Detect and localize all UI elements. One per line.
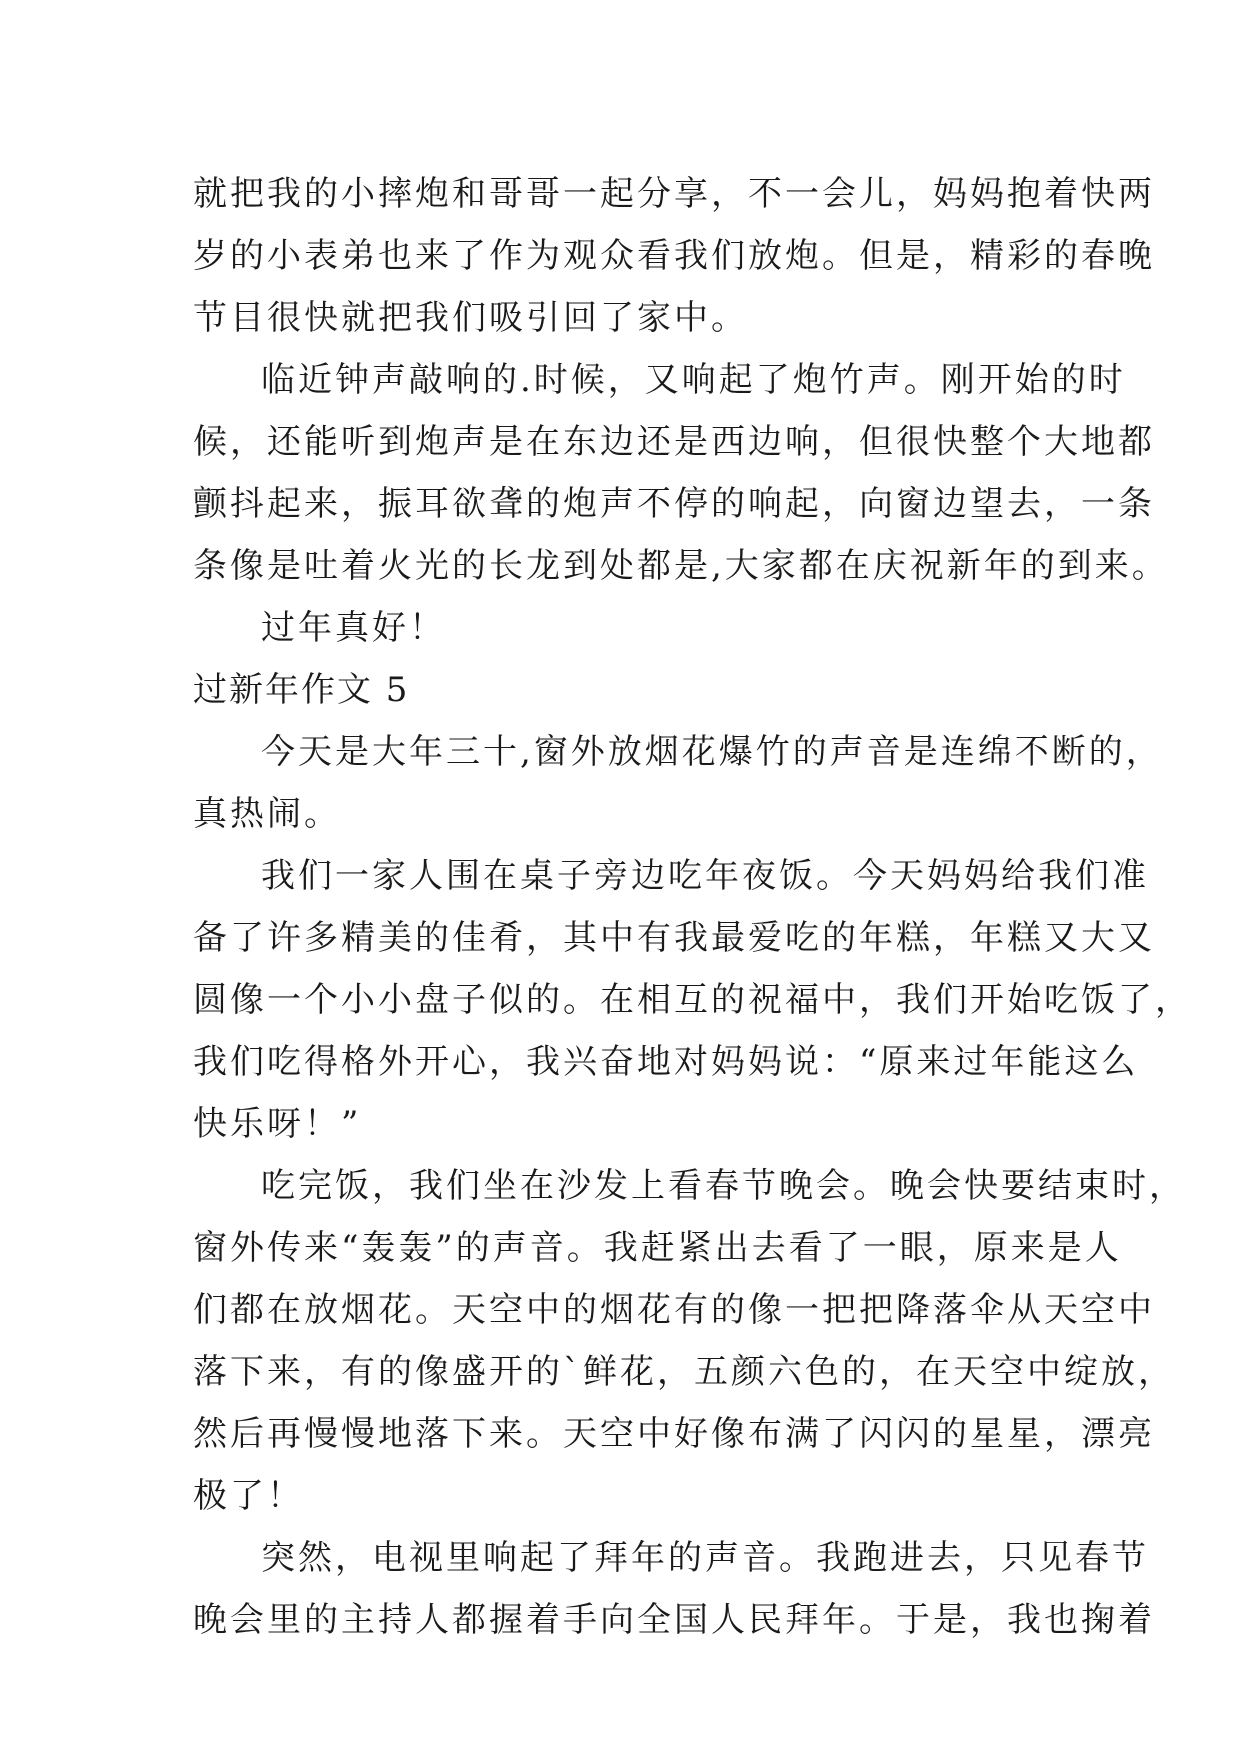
text-line: 窗外传来“轰轰”的声音。我赶紧出去看了一眼，原来是人 [193,1228,1122,1268]
text-line: 节目很快就把我们吸引回了家中。 [193,298,748,338]
text-line: 条像是吐着火光的长龙到处都是,大家都在庆祝新年的到来。 [193,546,1169,586]
text-line: 过年真好！ [261,608,446,648]
text-line: 备了许多精美的佳肴，其中有我最爱吃的年糕，年糕又大又 [193,918,1155,958]
text-line: 快乐呀！” [193,1104,362,1144]
text-line: 然后再慢慢地落下来。天空中好像布满了闪闪的星星，漂亮 [193,1414,1155,1454]
text-line: 吃完饭，我们坐在沙发上看春节晚会。晚会快要结束时， [261,1166,1186,1206]
section-heading: 过新年作文 5 [193,670,410,710]
text-line: 极了！ [193,1476,304,1516]
text-line: 就把我的小摔炮和哥哥一起分享，不一会儿，妈妈抱着快两 [193,174,1155,214]
text-line: 落下来，有的像盛开的`鲜花，五颜六色的，在天空中绽放， [193,1352,1175,1392]
text-line: 突然，电视里响起了拜年的声音。我跑进去，只见春节 [261,1538,1149,1578]
text-line: 临近钟声敲响的.时候，又响起了炮竹声。刚开始的时 [261,360,1126,400]
essay-text [193,163,1192,1651]
text-line: 晚会里的主持人都握着手向全国人民拜年。于是，我也掬着 [193,1600,1155,1640]
text-line: 真热闹。 [193,794,341,834]
text-line: 们都在放烟花。天空中的烟花有的像一把把降落伞从天空中 [193,1290,1155,1330]
text-line: 我们一家人围在桌子旁边吃年夜饭。今天妈妈给我们准 [261,856,1149,896]
text-line: 颤抖起来，振耳欲聋的炮声不停的响起，向窗边望去，一条 [193,484,1155,524]
text-line: 岁的小表弟也来了作为观众看我们放炮。但是，精彩的春晚 [193,236,1155,276]
text-line: 我们吃得格外开心，我兴奋地对妈妈说：“原来过年能这么 [193,1042,1139,1082]
text-line: 圆像一个小小盘子似的。在相互的祝福中，我们开始吃饭了， [193,980,1192,1020]
text-line: 今天是大年三十,窗外放烟花爆竹的声音是连绵不断的， [261,732,1163,772]
text-line: 候，还能听到炮声是在东边还是西边响，但很快整个大地都 [193,422,1155,462]
